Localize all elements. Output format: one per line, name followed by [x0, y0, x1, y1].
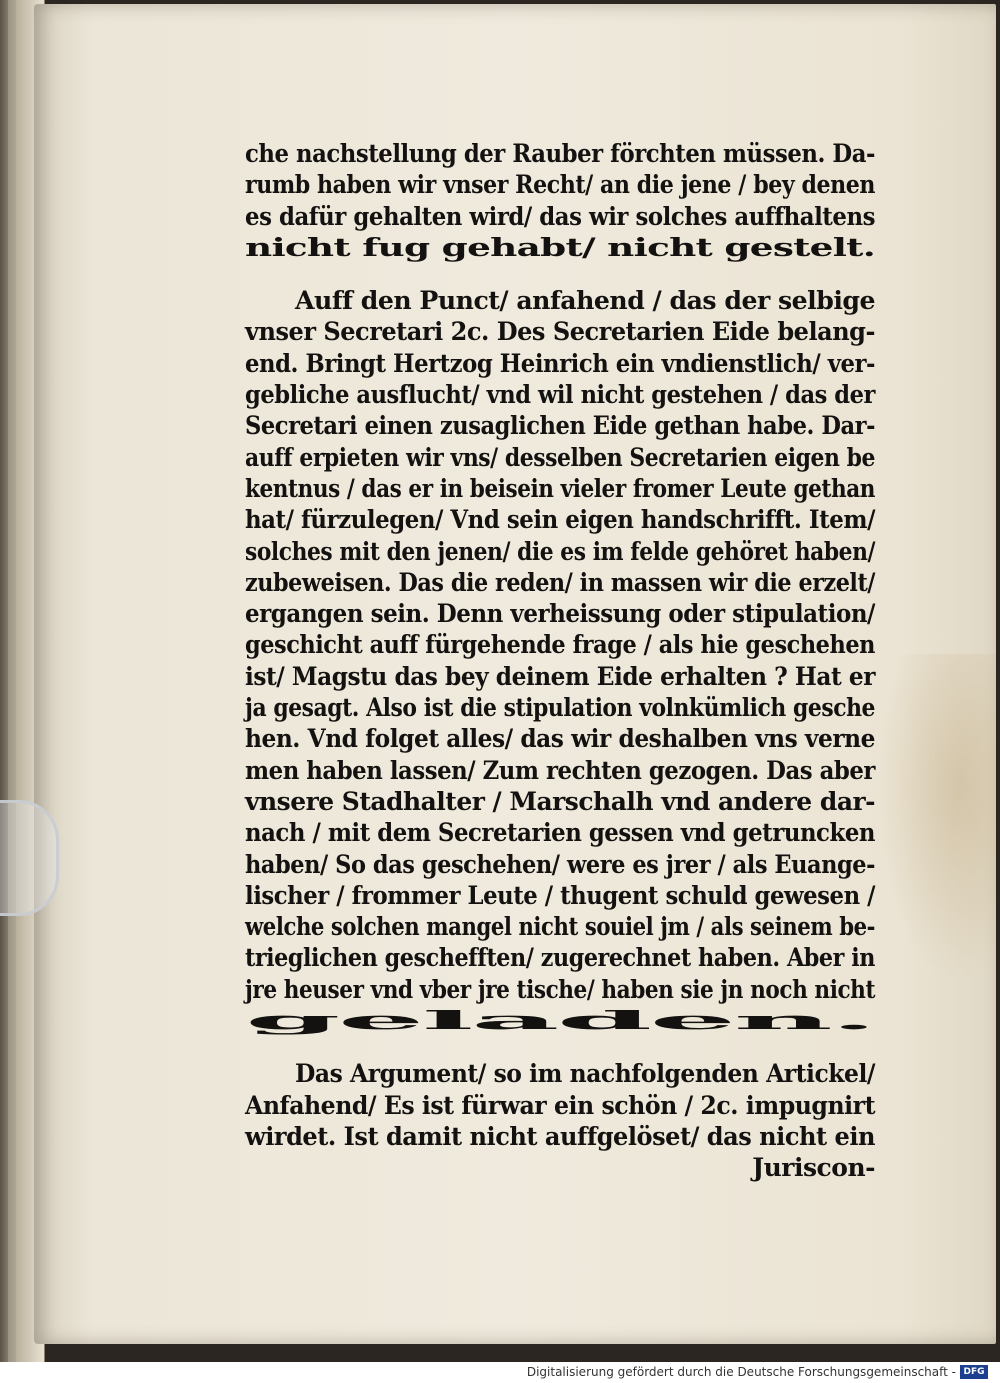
paragraph-1	[245, 138, 875, 263]
text-line: wirdet. Ist damit nicht auffgelöset/ das nicht ein	[245, 1121, 875, 1151]
page-text-body	[245, 138, 875, 1184]
text-line: vnsere Stadhalter / Marschalh vnd andere dar-	[245, 786, 875, 816]
dfg-logo-icon: DFG	[960, 1365, 988, 1379]
text-line: trieglichen geschefften/ zugerechnet haben. Aber in	[245, 943, 875, 973]
text-line: vnser Secretari 2c. Des Secretarien Eide belang-	[245, 317, 875, 347]
text-line: jre heuser vnd vber jre tische/ haben sie jn noch nicht	[245, 974, 875, 1004]
text-line: men haben lassen/ Zum rechten gezogen. Das aber	[245, 755, 875, 785]
text-line: zubeweisen. Das die reden/ in massen wir die erzelt/	[245, 567, 875, 597]
text-line: end. Bringt Hertzog Heinrich ein vndienstlich/ ver-	[245, 348, 875, 378]
text-line: Das Argument/ so im nachfolgenden Artickel/	[295, 1059, 875, 1089]
text-line: ja gesagt. Also ist die stipulation volnkümlich gesche	[245, 693, 875, 723]
text-line: gebliche ausflucht/ vnd wil nicht gestehen / das der	[245, 380, 875, 410]
catchword: Juriscon-	[752, 1153, 875, 1183]
text-line: es dafür gehalten wird/ das wir solches auffhaltens	[245, 201, 875, 231]
text-line: auff erpieten wir vns/ desselben Secretarien eigen be	[245, 442, 875, 472]
paragraph-2	[245, 285, 875, 1036]
text-line: lischer / frommer Leute / thugent schuld gewesen /	[245, 880, 875, 910]
text-line: ist/ Magstu das bey deinem Eide erhalten ? Hat er	[245, 661, 875, 691]
footer-credit: Digitalisierung gefördert durch die Deutsche Forschungsgemeinschaft -	[526, 1365, 956, 1379]
text-line: geladen.	[245, 1006, 875, 1036]
digitization-footer	[0, 1362, 1000, 1383]
water-stain	[876, 654, 996, 984]
text-line: hen. Vnd folget alles/ das wir deshalben vns verne	[245, 724, 875, 754]
text-line: Anfahend/ Es ist fürwar ein schön / 2c. impugnirt	[245, 1090, 875, 1120]
text-line: nicht fug gehabt/ nicht gestelt.	[245, 232, 875, 262]
text-line: rumb haben wir vnser Recht/ an die jene / bey denen	[245, 170, 875, 200]
text-line: geschicht auff fürgehende frage / als hie geschehen	[245, 630, 875, 660]
text-line: hat/ fürzulegen/ Vnd sein eigen handschrifft. Item/	[245, 505, 875, 535]
text-line: solches mit den jenen/ die es im felde gehöret haben/	[245, 536, 875, 566]
text-line: che nachstellung der Rauber förchten müssen. Da-	[245, 139, 875, 168]
page-clip	[0, 800, 59, 916]
text-line: Auff den Punct/ anfahend / das der selbige	[295, 286, 875, 316]
text-line: welche solchen mangel nicht souiel jm / als seinem be-	[245, 912, 875, 942]
text-line: nach / mit dem Secretarien gessen vnd getruncken	[245, 818, 875, 848]
text-line: ergangen sein. Denn verheissung oder stipulation/	[245, 599, 875, 629]
paragraph-3	[245, 1058, 875, 1152]
text-line: Secretari einen zusaglichen Eide gethan habe. Dar-	[245, 411, 875, 441]
text-line: kentnus / das er in beisein vieler fromer Leute gethan	[245, 473, 875, 503]
text-line: haben/ So das geschehen/ were es jrer / als Euange-	[245, 849, 875, 879]
